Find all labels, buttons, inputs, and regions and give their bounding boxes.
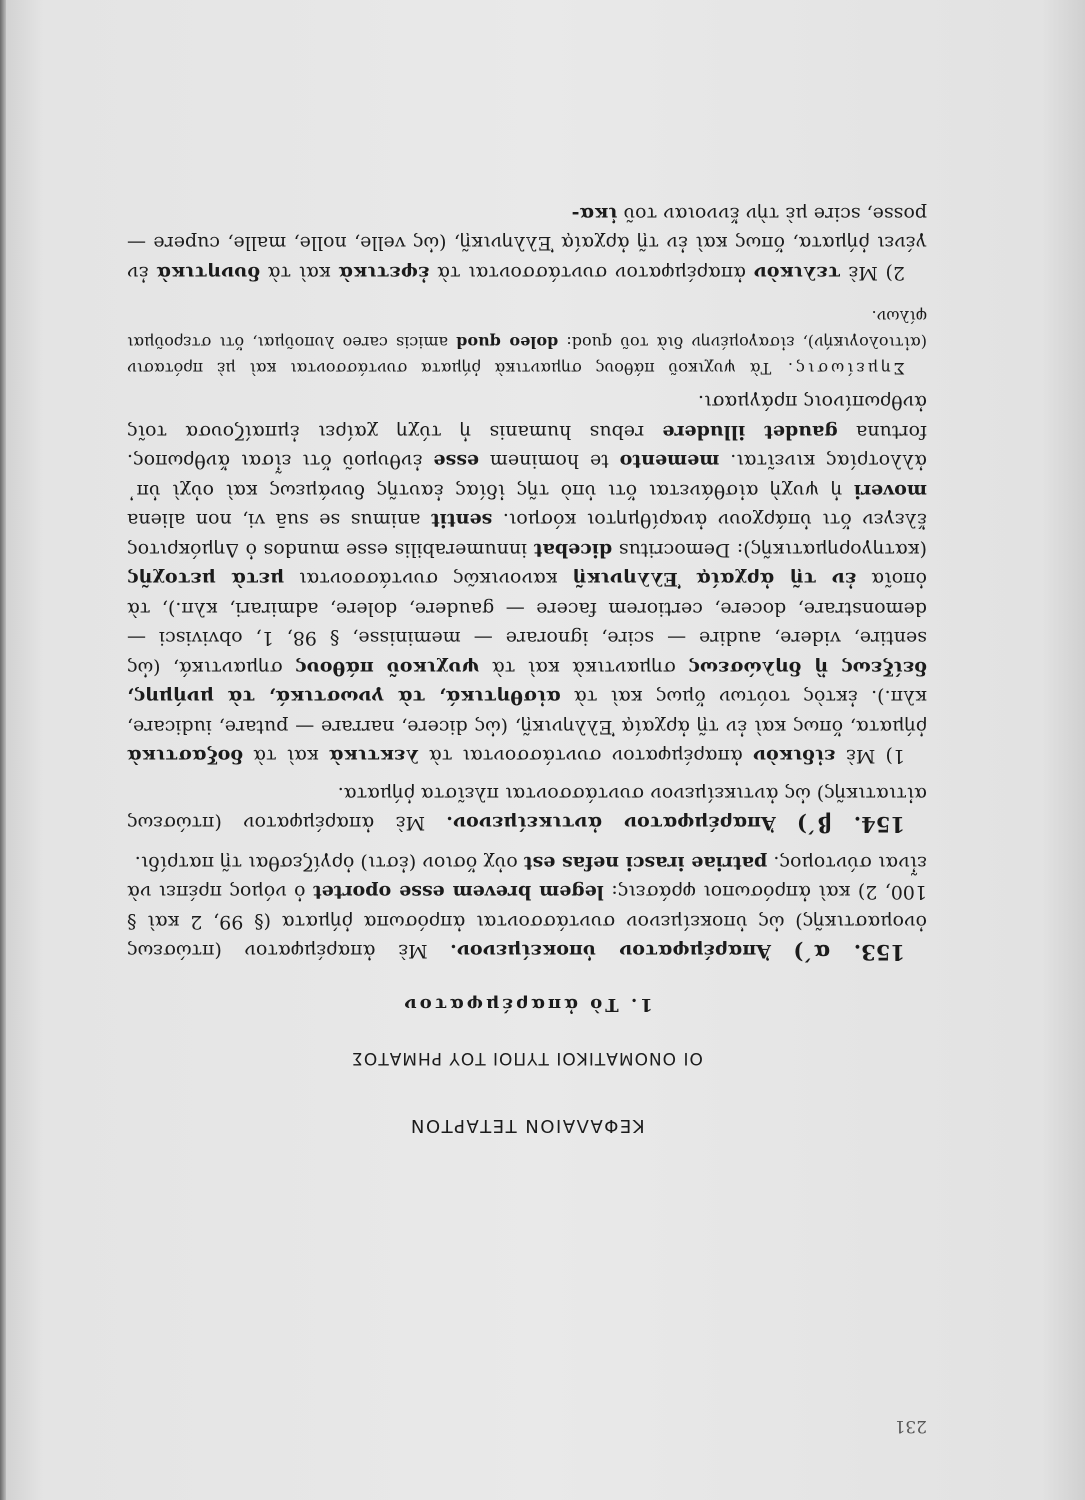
paragraph-text: Μὲ ἀπαρέμφατον (πτώσεως ὀνομαστικῆς) ὡς ὑποκείμενον συντάσσονται ἀπρόσωπα ῥήματα (§ 99, 2 καὶ § 100, 2) καὶ ἀπρόσωποι φράσεις: — [127, 881, 927, 963]
bold-term: dicebat — [533, 539, 613, 561]
bold-term: moveri — [853, 480, 927, 502]
text-run: κανονικῶς συντάσσονται — [298, 568, 558, 591]
bold-term: ἱκα- — [571, 203, 618, 225]
page-content — [127, 199, 927, 1441]
bold-term: δυνητικὰ — [156, 262, 261, 284]
latin-example: legem brevem esse oportet — [312, 881, 604, 904]
paragraph-number: 154. β΄) — [796, 812, 905, 838]
note-paragraph — [127, 303, 927, 381]
bold-term: λεκτικὰ — [328, 745, 419, 768]
bold-term: ψυχικοῦ πάθους — [295, 657, 480, 679]
text-run: ῥήματα, ὅπως καὶ ἐν τῇ ἀρχαίᾳ Ἑλληνικῇ, (ὡς dicere, narrare — putare, iudicare, κλπ.). ἐκτὸς τούτων ὅμως καὶ τὰ — [127, 686, 927, 738]
note-label: Σημείωσις. — [784, 359, 905, 378]
bold-term: δοξαστικὰ — [127, 745, 244, 768]
paragraph-154-2 — [127, 199, 927, 288]
bold-term: ἐφετικὰ — [338, 262, 430, 284]
text-run: 1) Μὲ — [845, 745, 905, 768]
example-translation: ὁ νόμος πρέπει νὰ εἶναι σύντομος. — [126, 852, 927, 904]
bold-term: esse — [433, 450, 480, 473]
latin-example: doleo quod — [456, 333, 559, 352]
text-run: καὶ τὰ — [267, 262, 331, 284]
text-run: animus se suā vi, non aliena — [127, 509, 421, 532]
text-run: ἐνθυμοῦ ὅτι εἶσαι ἄνθρωπος. fortuna — [126, 421, 927, 473]
text-run: 2) Μὲ — [848, 262, 905, 284]
chapter-subtitle: ΟΙ ΟΝΟΜΑΤΙΚΟΙ ΤΥΠΟΙ ΤΟΥ ΡΗΜΑΤΟΣ — [351, 1048, 703, 1069]
text-run: ἀπαρέμφατον συντάσσονται τὰ — [437, 262, 747, 284]
text-run: σημαντικά, (ὡς sentire, videre, audire — scire, ignorare — meminisse, § 98, 1, obvivisci — demonstrare, docere, certiorem facere — gaudere, dolere, admirari, κλπ.), τὰ ὁποῖα — [127, 568, 927, 679]
bold-term: memento — [619, 450, 720, 473]
text-run: ἀπαρέμφατον συντάσσονται τὰ — [428, 745, 743, 768]
bold-term: gaudet illudere — [662, 421, 838, 443]
section-heading: 1. Τὸ ἀπαρέμφατον — [401, 994, 653, 1015]
paragraph-154-1 — [127, 387, 927, 771]
paragraph-text: Μὲ ἀπαρέμφατον (πτώσεως αἰτιατικῆς) ὡς ἀντικείμενον συντάσσονται πλεῖστα ῥήματα. — [126, 783, 927, 835]
bold-term: ἐν τῇ ἀρχαίᾳ Ἑλληνικῇ — [572, 568, 857, 591]
bold-term: αἰσθητικά, τὰ γνωστικά, τὰ μνήμης, δείξεως ἢ δηλώσεως — [127, 657, 927, 709]
paragraph-153 — [127, 848, 927, 968]
chapter-title: ΚΕΦΑΛΑΙΟΝ ΤΕΤΑΡΤΟΝ — [409, 1115, 645, 1136]
text-run: (κατηγορηματικῆς): Democritus — [618, 539, 927, 561]
paragraph-heading: Ἀπαρέμφατον ὑποκείμενον. — [450, 940, 771, 963]
bold-term: εἰδικὸν — [752, 745, 836, 768]
text-run: rebus humanis ἡ τύχη χαίρει ἐμπαίζουσα τοῖς ἀνθρωπίνοις πράγμασι. — [127, 391, 927, 443]
text-run: καὶ τὰ — [253, 745, 319, 768]
text-run: σημαντικὰ καὶ τὰ — [491, 657, 676, 679]
paragraph-154 — [127, 779, 927, 840]
text-run: ἡ ψυχὴ αἰσθάνεται ὅτι ὑπὸ τῆς ἰδίας ἑαυτῆς δυνάμεως καὶ οὐχὶ ὑπ᾽ ἀλλοτρίας κινεῖται. — [127, 450, 927, 502]
bold-term: sentit — [430, 509, 493, 532]
example-translation: οὐχ ὅσιον (ἐστι) ὀργίζεσθαι τῇ πατρίδι. — [134, 852, 518, 874]
paragraph-heading: Ἀπαρέμφατον ἀντικείμενον. — [446, 812, 776, 835]
note-text: Τὰ ψυχικοῦ πάθους σημαντικὰ ῥήματα συντάσσονται καὶ μὲ πρότασιν (αἰτιολογικήν), εἰσαγομένην διὰ τοῦ quod: — [127, 333, 927, 378]
text-run: innumerabilis esse mundos ὁ Δημόκριτος ἔλεγεν ὅτι ὑπάρχουν ἀναρίθμητοι κόσμοι. — [126, 509, 927, 561]
page-number: 231 — [894, 1416, 927, 1436]
bold-term: μετὰ μετοχῆς — [127, 568, 285, 591]
paragraph-number: 153. α΄) — [793, 940, 905, 966]
bold-term: τελικὸν — [753, 262, 841, 284]
latin-example: patriae irasci nefas est — [523, 852, 768, 874]
text-run: te hominem — [489, 450, 609, 473]
note-example-rest: amicis careo λυποῦμαι, ὅτι στεροῦμαι φίλων. — [127, 307, 927, 352]
text-run: ἐν γένει ῥήματα, ὅπως καὶ ἐν τῇ ἀρχαίᾳ Ἑλληνικῇ, (ὡς velle, nolle, malle, cupere — posse, scire μὲ τὴν ἔννοιαν τοῦ — [126, 203, 927, 284]
